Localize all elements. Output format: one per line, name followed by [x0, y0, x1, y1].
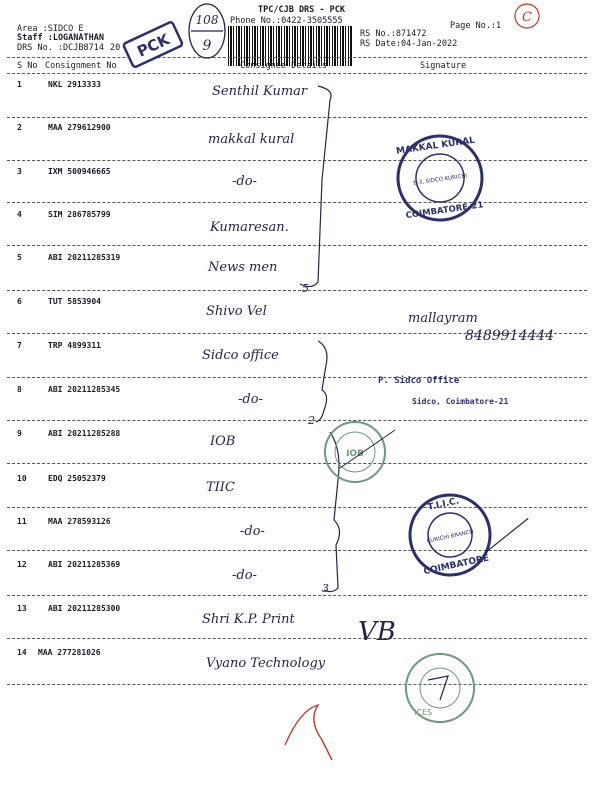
corner-circle-text: C: [522, 10, 532, 25]
tiic-stamp-bottom: COIMBATORE: [422, 553, 491, 578]
makkal-kural-stamp-top: MAKKAL KURAL: [395, 135, 476, 157]
row-sno: 8: [17, 385, 22, 394]
sidco-stamp-line2: Sidco, Coimbatore-21: [412, 397, 509, 406]
row-sno: 6: [17, 297, 22, 306]
makkal-kural-stamp-bottom: COIMBATORE-21: [405, 200, 485, 222]
row-consignee: -do-: [232, 568, 257, 583]
pck-stamp: [123, 21, 183, 67]
row-consignee: Senthil Kumar: [212, 84, 308, 99]
row-consignment: MAA 279612900: [48, 123, 111, 132]
bottom-stamp: [406, 654, 474, 722]
row-consignee: IOB: [210, 434, 236, 449]
row-sno: 12: [17, 560, 27, 569]
row-consignment: EDQ 25052379: [48, 474, 106, 483]
bracket-count-2: 2: [308, 414, 315, 427]
row-consignee: Sidco office: [202, 348, 279, 363]
signature-phone: 8489914444: [465, 328, 555, 344]
bracket-group-1: [300, 86, 331, 295]
iob-stamp: [325, 422, 395, 482]
pck-stamp-text: PCK: [134, 30, 173, 61]
row-consignment: ABI 20211285345: [48, 385, 121, 394]
bracket-count-3: 3: [322, 582, 329, 595]
row-consignee: TIIC: [206, 480, 235, 495]
tiic-stamp: [403, 479, 537, 582]
row-consignment: SIM 286785799: [48, 210, 111, 219]
header-area: Area :SIDCO E: [17, 24, 84, 34]
row-sno: 7: [17, 341, 22, 350]
row-consignment: NKL 2913333: [48, 80, 101, 89]
row-sno: 11: [17, 517, 27, 526]
header-title: TPC/CJB DRS - PCK: [258, 5, 345, 15]
row-consignee: makkal kural: [208, 132, 295, 147]
count-circle: [189, 4, 225, 58]
row-consignment: MAA 277281026: [38, 648, 101, 657]
col-consignment: Consignment No: [45, 61, 117, 71]
header-staff: Staff :LOGANATHAN: [17, 33, 104, 43]
row-sno: 3: [17, 167, 22, 176]
row-consignment: ABI 20211285369: [48, 560, 121, 569]
row-sno: 14: [17, 648, 27, 657]
row-consignee: Vyano Technology: [206, 656, 326, 671]
row-consignment: TUT 5853904: [48, 297, 101, 306]
col-sno: S No: [17, 61, 38, 71]
row-consignee: News men: [208, 260, 278, 275]
makkal-kural-stamp-center: E-3, SIDCO KURICHI: [412, 173, 468, 187]
tiic-stamp-center: KURICHI BRANCH: [426, 529, 475, 545]
count-circle-top: 108: [195, 13, 219, 27]
row-sno: 10: [17, 474, 27, 483]
sidco-stamp-line1: P. Sidco Office: [378, 376, 460, 386]
row-consignee: -do-: [232, 174, 257, 189]
row-sno: 13: [17, 604, 27, 613]
makkal-kural-stamp: [393, 131, 488, 226]
row-consignee: Shri K.P. Print: [202, 612, 295, 627]
row-consignment: TRP 4899311: [48, 341, 101, 350]
bracket-group-2: [307, 341, 327, 427]
signature-name: mallayram: [408, 311, 478, 326]
corner-circle-mark: [515, 4, 539, 28]
bracket-count-1: 5: [302, 282, 309, 295]
row-sno: 4: [17, 210, 22, 219]
row-consignee: Kumaresan.: [210, 220, 289, 235]
row-consignee: -do-: [238, 392, 263, 407]
count-circle-bottom: 9: [202, 38, 212, 54]
row-consignee: -do-: [240, 524, 265, 539]
row-consignment: ABI 20211285319: [48, 253, 121, 262]
col-consignee: Consignee Details: [240, 61, 327, 71]
header-drs-no: DRS No. :DCJB8714 20: [17, 43, 121, 53]
row-sno: 9: [17, 429, 22, 438]
row-consignment: MAA 278593126: [48, 517, 111, 526]
tiic-stamp-top: T.I.I.C.: [426, 496, 461, 513]
header-rs-no: RS No.:871472: [360, 29, 427, 39]
red-scribble: [285, 705, 332, 760]
bottom-stamp-text: ICES: [414, 708, 433, 717]
row-consignee: Shivo Vel: [206, 304, 267, 319]
row-consignment: IXM 500946665: [48, 167, 111, 176]
col-signature: Signature: [420, 61, 467, 71]
iob-stamp-text: IOB: [346, 449, 364, 459]
initials-mark: VB: [358, 617, 396, 647]
row-consignment: ABI 20211285300: [48, 604, 121, 613]
row-sno: 2: [17, 123, 22, 132]
header-rs-date: RS Date:04-Jan-2022: [360, 39, 458, 49]
row-consignment: ABI 20211285288: [48, 429, 121, 438]
row-sno: 1: [17, 80, 22, 89]
header-phone: Phone No.:0422-3505555: [230, 16, 343, 26]
row-sno: 5: [17, 253, 22, 262]
header-page-no: Page No.:1: [450, 21, 502, 31]
